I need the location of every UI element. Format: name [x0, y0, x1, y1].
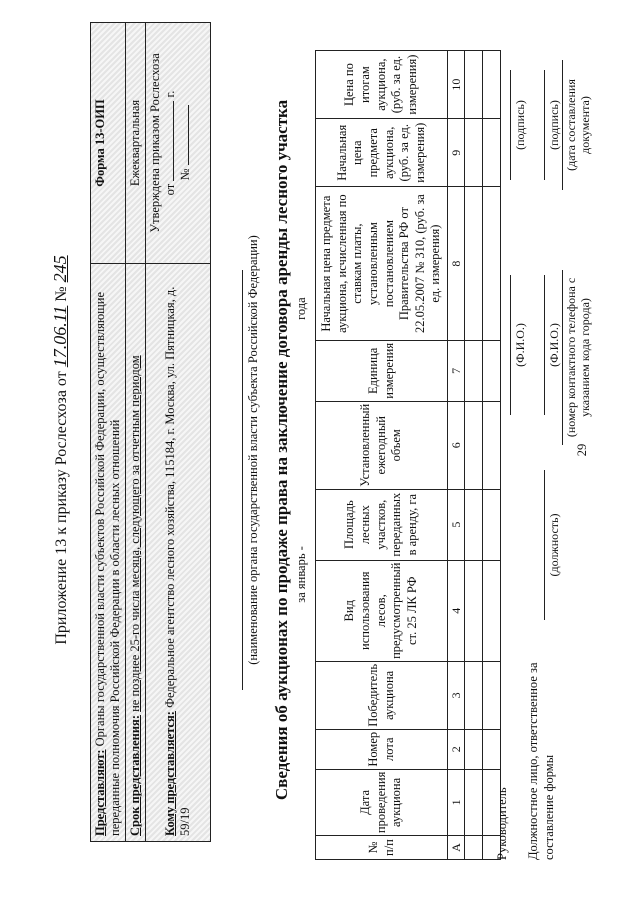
column-number: 7: [448, 340, 465, 401]
position-caption: (должность): [547, 513, 561, 577]
appendix-number-label: №: [53, 286, 70, 302]
header-cell: Площадь лесных участков, переданных в аренду, га: [316, 489, 448, 560]
header-cell: Единица измерения: [316, 340, 448, 401]
recipient-text: Федеральное агентство лесного хозяйства, 115184, г. Москва, ул. Пятницкая, д. 59/19: [163, 286, 192, 836]
column-number: 10: [448, 51, 465, 119]
table-row: [483, 51, 501, 860]
presents-text: Органы государственной власти субъектов Российской Федерации, осуществляющие переданные полномочия Российской Федерации в области лесных отношений: [93, 291, 122, 836]
header-cell: № п/п: [316, 836, 448, 860]
header-cell: Номер лота: [316, 729, 448, 769]
recipient-cell: [146, 264, 211, 842]
form-title: Форма 13-ОИП: [93, 99, 107, 187]
presents-cell: [91, 264, 126, 842]
header-cell: Начальная цена предмета аукциона, исчисленная по ставкам платы, установленным постановлением Правительства РФ от 22.05.2007 № 310, (руб. за ед. измерения): [316, 187, 448, 341]
appendix-heading: [50, 30, 71, 870]
column-number: 1: [448, 769, 465, 835]
period-prefix: за январь -: [294, 546, 308, 603]
column-number-row: [448, 51, 465, 860]
deadline-cell: [126, 264, 146, 842]
head-signature-caption: (подпись): [513, 100, 527, 150]
handwritten-number: 245: [50, 255, 70, 283]
page-number: 29: [575, 443, 589, 457]
official-name-line: [544, 275, 545, 415]
auctions-table: [315, 50, 501, 860]
reporting-info-table: [90, 22, 211, 842]
approved-text: Утверждена приказом Рослесхоза: [148, 53, 162, 233]
head-label: Руководитель: [495, 787, 509, 860]
from-label: от: [163, 183, 177, 196]
number-blank: [188, 105, 189, 165]
head-name-line: [510, 275, 511, 415]
column-number: 2: [448, 729, 465, 769]
frequency-cell: [126, 23, 146, 264]
date-line: [562, 60, 563, 190]
authority-name-line: [242, 270, 243, 690]
head-signature-line: [510, 70, 511, 180]
authority-caption: (наименование органа государственной власти субъекта Российской Федерации): [246, 235, 260, 665]
column-number: 9: [448, 119, 465, 187]
column-number: 6: [448, 401, 465, 489]
approval-number-label: №: [178, 168, 192, 181]
year-suffix: г.: [163, 90, 177, 98]
date-blank: [173, 101, 174, 181]
appendix-text: Приложение 13 к приказу Рослесхоза от: [53, 371, 70, 645]
frequency: Ежеквартальная: [128, 99, 142, 187]
header-cell: Вид использования лесов, предусмотренный ст. 25 ЛК РФ: [316, 560, 448, 661]
column-number: 5: [448, 489, 465, 560]
phone-caption: (номер контактного телефона с указанием кода города): [564, 277, 593, 438]
presents-label: Представляют:: [93, 749, 107, 836]
handwritten-date: 17.06.11: [50, 305, 70, 368]
recipient-label: Кому представляется:: [163, 711, 177, 836]
official-position-line: [544, 470, 545, 620]
approval-number-line: [178, 28, 193, 258]
official-signature-caption: (подпись): [547, 100, 561, 150]
date-caption: (дата составления документа): [564, 79, 593, 171]
report-period: [294, 30, 309, 870]
header-cell: Победитель аукциона: [316, 661, 448, 729]
column-number: А: [448, 836, 465, 860]
header-cell: Цена по итогам аукциона, (руб. за ед. измерения): [316, 51, 448, 119]
approval-date-line: [163, 28, 178, 258]
head-name-caption: (Ф.И.О.): [513, 323, 527, 367]
column-number: 8: [448, 187, 465, 341]
rotated-content: [40, 30, 600, 870]
phone-line: [562, 270, 563, 445]
header-cell: Установленный ежегодный объем: [316, 401, 448, 489]
table-header-row: [316, 51, 448, 860]
deadline-text: не позднее 25-го числа месяца, следующего за отчетным периодом: [128, 355, 142, 712]
report-title: Сведения об аукционах по продаже права на заключение договора аренды лесного участка: [272, 99, 291, 801]
official-signature-line: [544, 70, 545, 180]
period-suffix: года: [294, 297, 308, 320]
column-number: 3: [448, 661, 465, 729]
official-label: Должностное лицо, ответственное за составление формы: [526, 662, 557, 860]
deadline-label: Срок представления:: [128, 715, 142, 836]
approval-cell: [146, 23, 211, 264]
official-name-caption: (Ф.И.О.): [547, 323, 561, 367]
column-number: 4: [448, 560, 465, 661]
header-cell: Начальная цена предмета аукциона, (руб. за ед. измерения): [316, 119, 448, 187]
form-title-cell: [91, 23, 126, 264]
header-cell: Дата проведения аукциона: [316, 769, 448, 835]
table-row: [465, 51, 483, 860]
